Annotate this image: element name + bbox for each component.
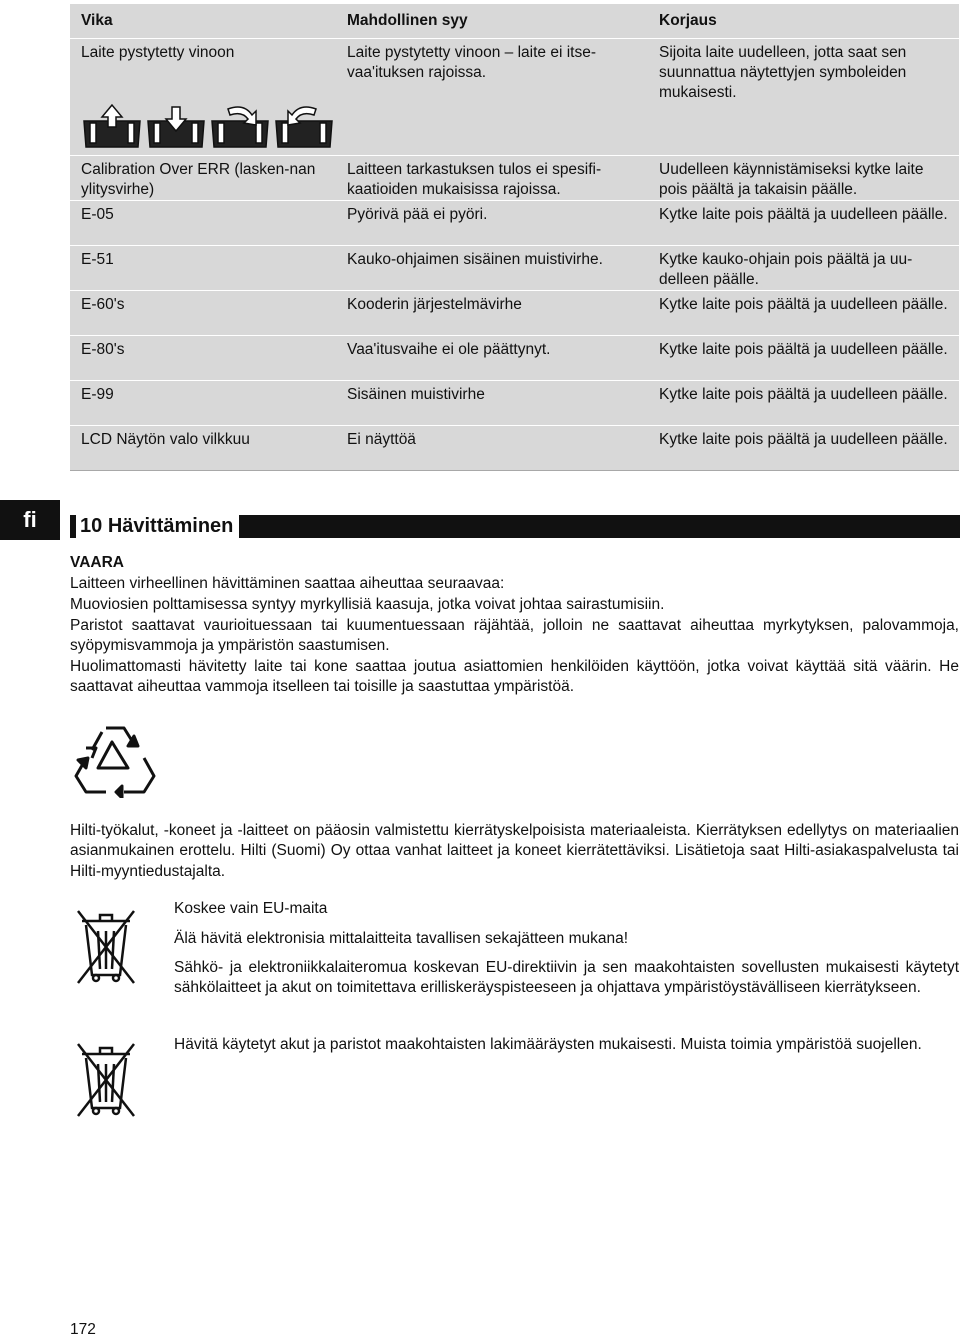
remedy-cell: Kytke laite pois päältä ja uudelleen päälle. bbox=[659, 431, 948, 448]
table-row bbox=[70, 155, 959, 200]
table-row bbox=[70, 245, 959, 290]
troubleshooting-table bbox=[70, 4, 959, 471]
eu-paragraph: Älä hävitä elektronisia mittalaitteita tavallisen sekajätteen mukana! bbox=[174, 930, 629, 947]
fault-cell: E-80's bbox=[81, 341, 125, 358]
fault-cell: Calibration Over ERR (lasken-nan ylitysvirhe) bbox=[81, 161, 316, 198]
recycling-text: Hilti-työkalut, -koneet ja -laitteet on pääosin valmistettu kierrätyskelpoisista materiaaleista. Kierrätyksen edellytys on materiaalien asianmukainen erottelu. Hilti (Suomi) Oy ottaa vanhat laitteet ja koneet kierrätettäviksi. Lisätietoja saat Hilti-asiakaspalvelusta tai Hilti-myyntiedustajalta. bbox=[70, 822, 959, 880]
tilt-symbol bbox=[276, 107, 332, 147]
fault-cell: LCD Näytön valo vilkkuu bbox=[81, 431, 250, 448]
crossed-bin-icon bbox=[74, 1038, 138, 1118]
tilt-symbol bbox=[84, 105, 140, 147]
tilt-symbol bbox=[148, 107, 204, 147]
remedy-cell: Kytke kauko-ohjain pois päältä ja uu-delleen päälle. bbox=[659, 251, 913, 288]
table-row bbox=[70, 290, 959, 335]
warning-line: Huolimattomasti hävitetty laite tai kone saattaa joutua asiattomien henkilöiden käyttöön, jotka voivat käyttää sitä väärin. He saattavat aiheuttaa vammoja itselleen tai toisille ja saastuttaa ympäristöä. bbox=[70, 658, 959, 696]
cause-cell: Ei näyttöä bbox=[347, 431, 416, 448]
remedy-cell: Uudelleen käynnistämiseksi kytke laite pois päältä ja takaisin päälle. bbox=[659, 161, 924, 198]
remedy-cell: Kytke laite pois päältä ja uudelleen päälle. bbox=[659, 296, 948, 313]
eu-paragraph: Sähkö- ja elektroniikkalaiteromua koskevan EU-direktiivin ja sen maakohtaisten sovellusten mukaisesti käytetyt sähkölaitteet ja akut on toimitettava erilliskeräyspisteeseen ja ohjattava ympäristöystävälliseen kierrätykseen. bbox=[174, 959, 959, 997]
header-cause: Mahdollinen syy bbox=[347, 12, 468, 29]
warning-intro: Laitteen virheellinen hävittäminen saattaa aiheuttaa seuraavaa: bbox=[70, 575, 505, 592]
table-row bbox=[70, 335, 959, 380]
warning-line: Paristot saattavat vaurioituessaan tai kuumentuessaan räjähtää, jolloin ne saattavat aiheuttaa myrkytyksen, palovammoja, syöpymisvammoja ja ympäristön saastumisen. bbox=[70, 617, 959, 655]
eu-heading: Koskee vain EU-maita bbox=[174, 900, 328, 917]
warning-line: Muoviosien polttamisessa syntyy myrkyllisiä kaasuja, jotka voivat johtaa sairastumisiin. bbox=[70, 596, 665, 613]
table-row bbox=[70, 380, 959, 425]
table-row bbox=[70, 200, 959, 245]
tilt-symbol bbox=[212, 107, 268, 147]
cause-cell: Kauko-ohjaimen sisäinen muistivirhe. bbox=[347, 251, 603, 268]
cause-cell: Kooderin järjestelmävirhe bbox=[347, 296, 522, 313]
cause-cell: Pyörivä pää ei pyöri. bbox=[347, 206, 488, 223]
remedy-cell: Kytke laite pois päältä ja uudelleen päälle. bbox=[659, 206, 948, 223]
header-fault: Vika bbox=[81, 12, 113, 29]
cause-cell: Laitteen tarkastuksen tulos ei spesifi-kaatioiden mukaisissa rajoissa. bbox=[347, 161, 602, 198]
cause-cell: Vaa'itusvaihe ei ole päättynyt. bbox=[347, 341, 551, 358]
section-title: Hävittäminen bbox=[107, 515, 234, 537]
table-row bbox=[70, 38, 959, 155]
remedy-cell: Sijoita laite uudelleen, jotta saat sen suunnattua näytettyjen symboleiden mukaisesti. bbox=[659, 44, 907, 101]
section-heading bbox=[70, 515, 960, 538]
remedy-cell: Kytke laite pois päältä ja uudelleen päälle. bbox=[659, 386, 948, 403]
table-row bbox=[70, 425, 959, 470]
fault-cell: E-05 bbox=[81, 206, 114, 223]
fault-cell: Laite pystytetty vinoon bbox=[81, 44, 235, 61]
crossed-bin-icon bbox=[74, 905, 138, 985]
tilt-symbols-icon bbox=[78, 103, 338, 149]
remedy-cell: Kytke laite pois päältä ja uudelleen päälle. bbox=[659, 341, 948, 358]
fault-cell: E-51 bbox=[81, 251, 114, 268]
battery-text: Hävitä käytetyt akut ja paristot maakohtaisten lakimääräysten mukaisesti. Muista toimia ympäristöä suojellen. bbox=[174, 1036, 922, 1053]
page-number: 172 bbox=[70, 1321, 96, 1338]
cause-cell: Laite pystytetty vinoon – laite ei itse-vaa'ituksen rajoissa. bbox=[347, 44, 596, 81]
header-remedy: Korjaus bbox=[659, 12, 717, 29]
fault-cell: E-60's bbox=[81, 296, 125, 313]
section-number: 10 bbox=[80, 515, 103, 537]
fault-cell: E-99 bbox=[81, 386, 114, 403]
cause-cell: Sisäinen muistivirhe bbox=[347, 386, 485, 403]
language-tab: fi bbox=[0, 500, 60, 540]
warning-label: VAARA bbox=[70, 554, 124, 571]
recycle-icon bbox=[72, 722, 158, 798]
table-header bbox=[70, 4, 959, 38]
